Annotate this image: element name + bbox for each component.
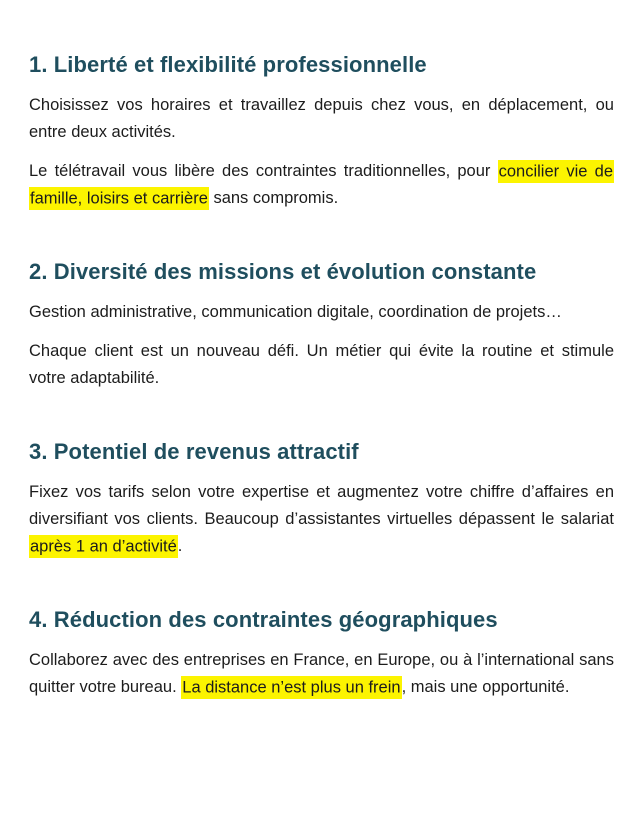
text-run: Collaborez avec des entreprises en France, en Europe, ou à l’international sans quitter votre bureau.: [29, 651, 614, 696]
paragraph: [29, 92, 614, 146]
section-2: [29, 258, 614, 392]
text-run: sans compromis.: [208, 189, 339, 207]
section-3: [29, 438, 614, 560]
text-run: Fixez vos tarifs selon votre expertise et augmentez votre chiffre d’affaires en diversifiant vos clients. Beaucoup d’assistantes virtuelles dépassent le salariat: [29, 483, 614, 528]
text-run: Le télétravail vous libère des contraintes traditionnelles, pour: [29, 162, 498, 180]
text-run: .: [177, 537, 183, 555]
section-heading: 4. Réduction des contraintes géographiques: [29, 607, 498, 632]
paragraph: [29, 158, 614, 212]
paragraph: [29, 299, 614, 326]
highlighted-text: La distance n’est plus un frein: [181, 676, 401, 699]
text-run: , mais une opportunité.: [401, 678, 570, 696]
highlighted-text: concilier vie de famille, loisirs et carrière: [29, 160, 614, 210]
section-heading: 3. Potentiel de revenus attractif: [29, 439, 359, 464]
text-run: Chaque client est un nouveau défi. Un métier qui évite la routine et stimule votre adaptabilité.: [29, 342, 614, 387]
highlighted-text: après 1 an d’activité: [29, 535, 178, 558]
section-4: [29, 606, 614, 701]
paragraph: [29, 647, 614, 701]
text-run: Choisissez vos horaires et travaillez depuis chez vous, en déplacement, ou entre deux activités.: [29, 96, 614, 141]
section-heading: 2. Diversité des missions et évolution constante: [29, 259, 537, 284]
paragraph: [29, 338, 614, 392]
section-1: [29, 51, 614, 212]
paragraph: [29, 479, 614, 560]
section-heading: 1. Liberté et flexibilité professionnelle: [29, 52, 427, 77]
text-run: Gestion administrative, communication digitale, coordination de projets…: [29, 303, 562, 321]
